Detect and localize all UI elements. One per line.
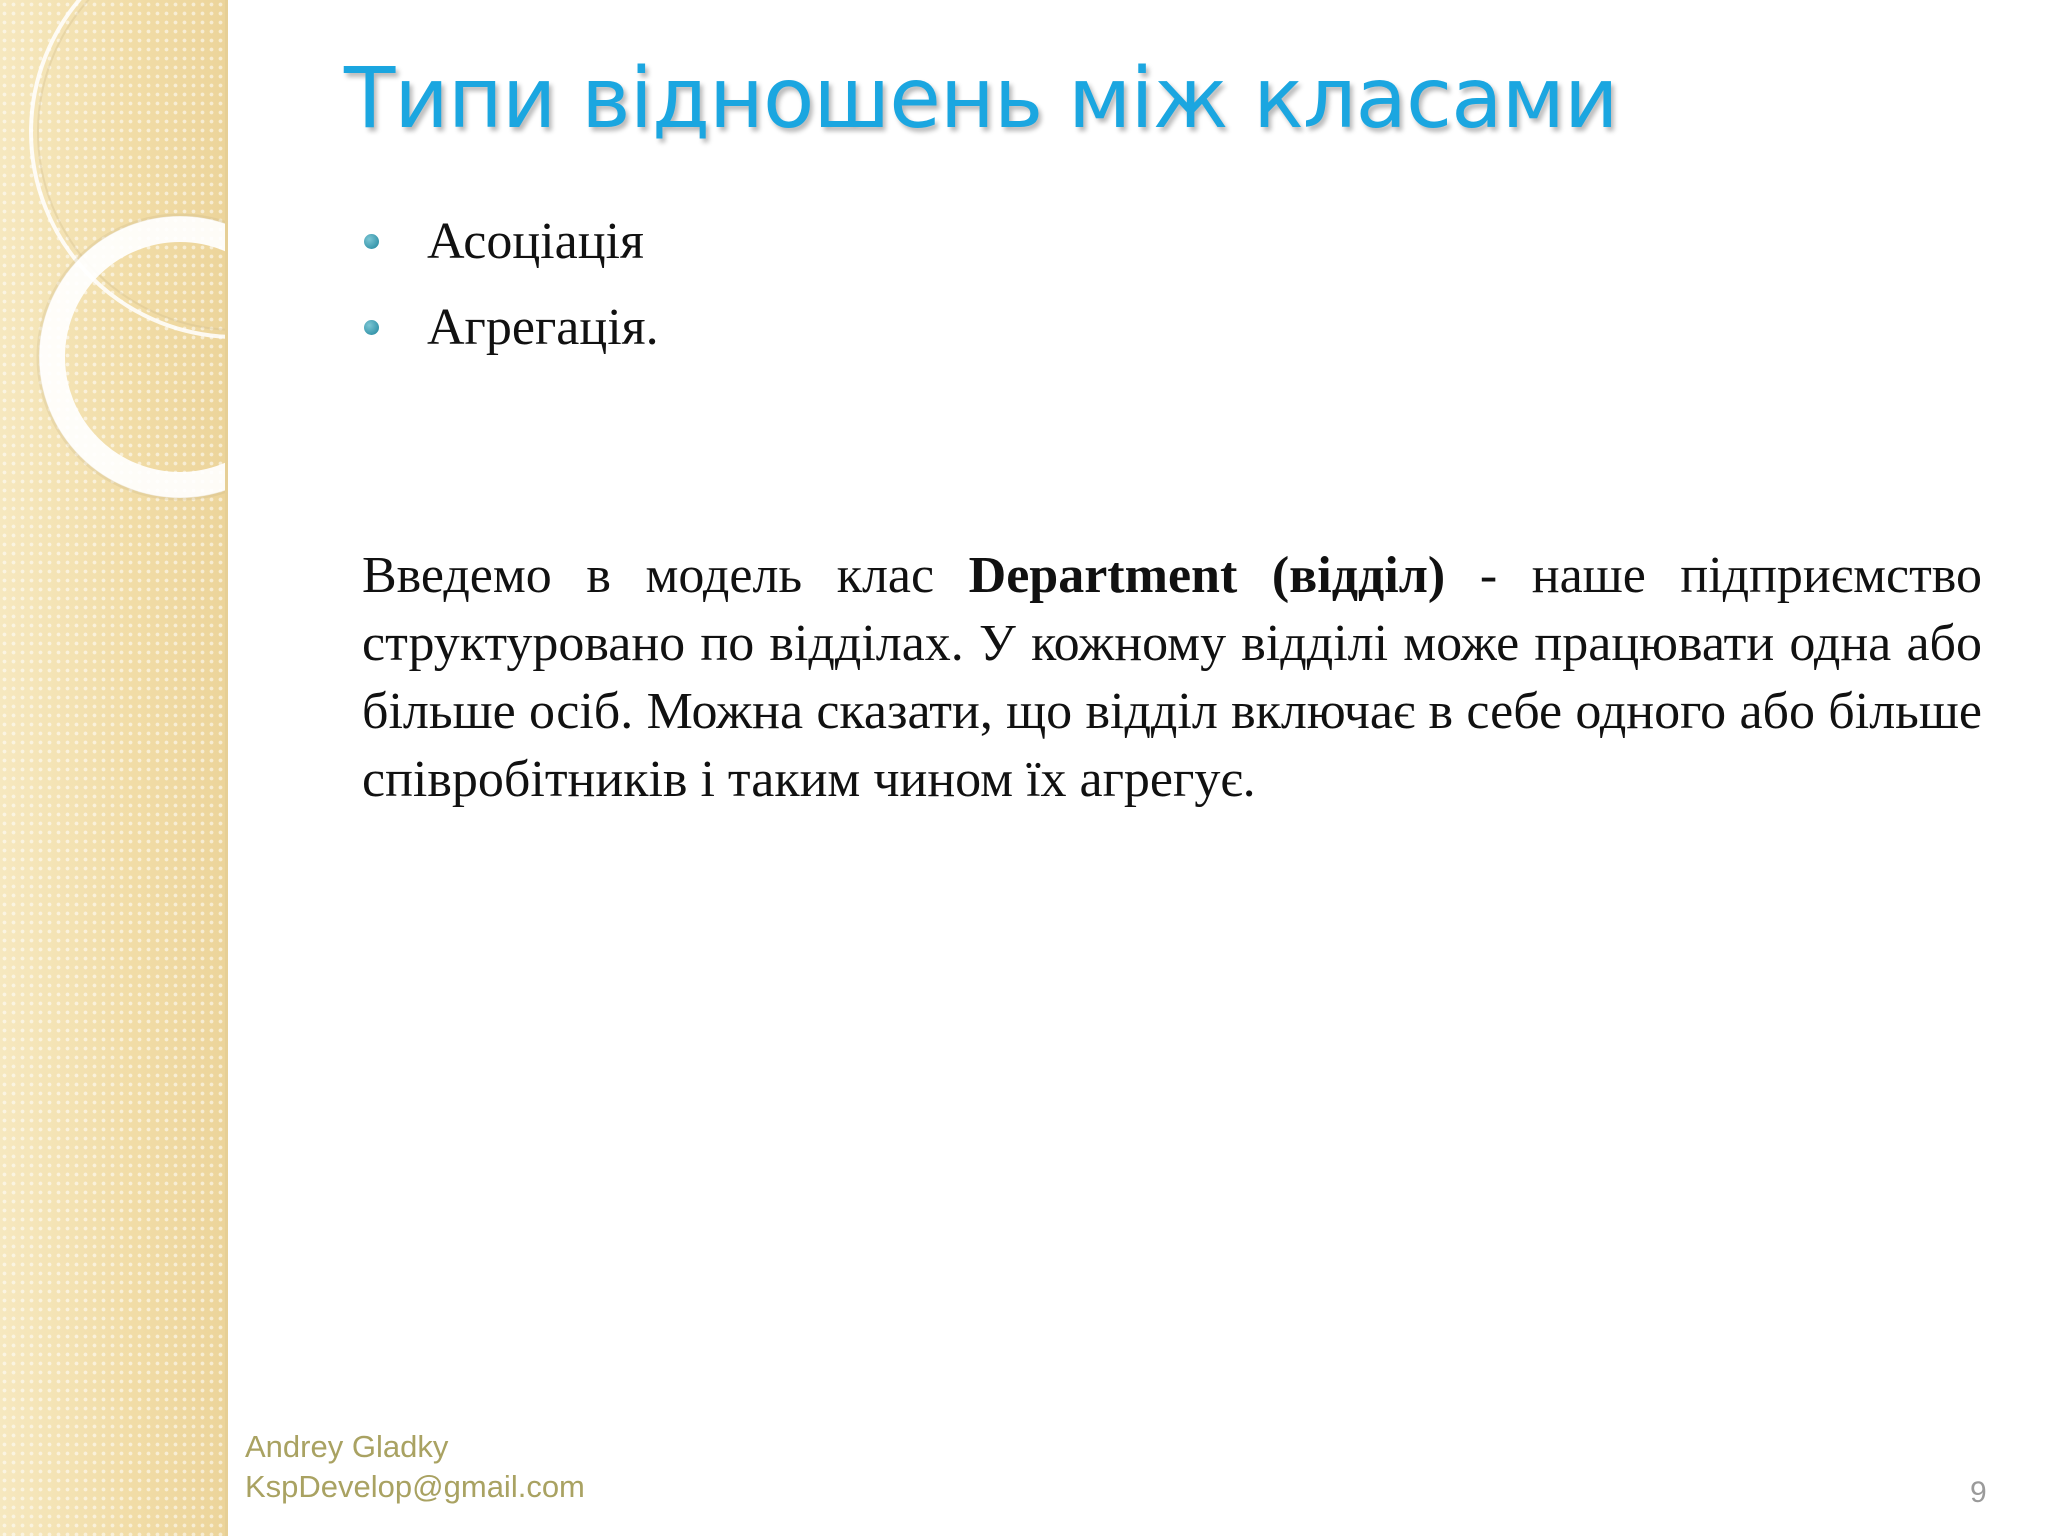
paragraph-class-name: Department (відділ): [968, 547, 1446, 604]
decorative-side-strip: [0, 0, 228, 1536]
author-name: Andrey Gladky: [245, 1429, 449, 1464]
page-number: 9: [1970, 1476, 1987, 1509]
slide-title: Типи відношень між класами: [344, 49, 1618, 147]
author-email: KspDevelop@gmail.com: [245, 1469, 585, 1504]
body-paragraph: [362, 542, 1982, 814]
bullet-item: [364, 284, 659, 370]
bullet-label: Агрегація.: [427, 298, 659, 356]
paragraph-intro: Введемо в модель клас: [362, 547, 969, 604]
bullet-dot-icon: [364, 234, 379, 249]
bullet-list: [364, 198, 659, 370]
decorative-rings: [0, 0, 228, 520]
author-footer: [245, 1427, 585, 1507]
bullet-label: Асоціація: [427, 212, 644, 270]
paragraph-rest: - наше підприємство структуровано по відділах. У кожному відділі може працювати одна або більше осіб. Можна сказати, що відділ включає в себе одного або більше співробітників і таким чином їх агрегує.: [362, 547, 1982, 808]
bullet-dot-icon: [364, 320, 379, 335]
bullet-item: [364, 198, 659, 284]
